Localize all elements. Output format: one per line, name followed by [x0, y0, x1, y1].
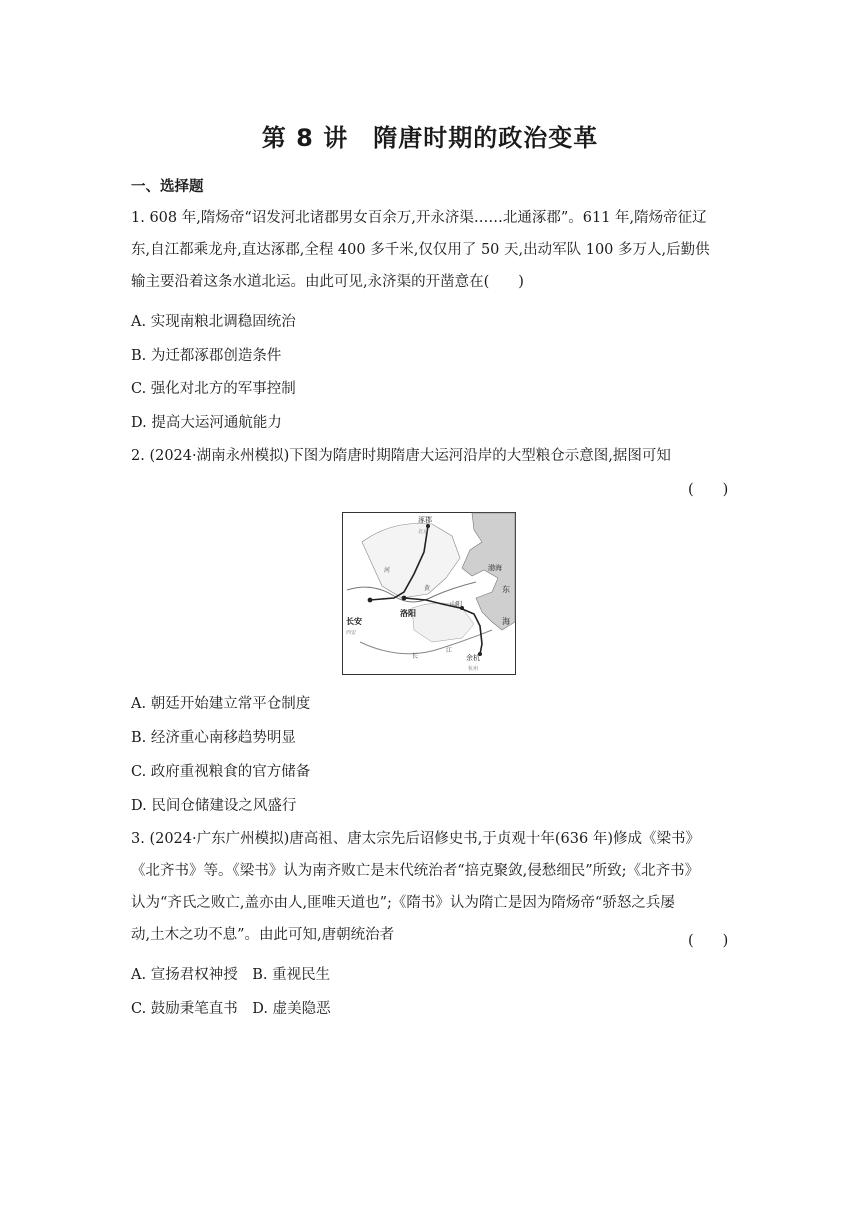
question-2-stem: 2. (2024·湖南永州模拟)下图为隋唐时期隋唐大运河沿岸的大型粮仓示意图,据图可知: [131, 448, 671, 464]
map-label-dong: 东: [502, 585, 510, 594]
map-label-jiang: 江: [446, 647, 453, 654]
question-2-option-b: B. 经济重心南移趋势明显: [131, 730, 296, 746]
question-1: [131, 202, 731, 298]
question-2-answer-blank: ( ): [688, 482, 729, 498]
map-label-chang: 长: [412, 653, 419, 660]
map-label-he: 河: [384, 567, 391, 574]
map-label-hangzhou: 杭州: [468, 666, 479, 672]
question-1-line: 东,自江都乘龙舟,直达涿郡,全程 400 多千米,仅仅用了 50 天,出动军队 100 多万人,后勤供: [131, 242, 710, 258]
map-label-yuhang: 余杭: [466, 654, 480, 662]
map-label-xian: 西安: [346, 630, 357, 636]
question-3-line: 3. (2024·广东广州模拟)唐高祖、唐太宗先后诏修史书,于贞观十年(636 年)修成《梁书》: [131, 831, 700, 847]
map-label-hai: 海: [502, 617, 510, 626]
section-heading: 一、选择题: [131, 179, 204, 195]
map-label-huang: 黄: [424, 585, 431, 592]
question-1-option-d: D. 提高大运河通航能力: [131, 415, 282, 431]
question-3-line: 认为“齐氏之败亡,盖亦由人,匪唯天道也”;《隋书》认为隋亡是因为隋炀帝“骄怒之兵屡: [131, 895, 675, 911]
question-2-option-a: A. 朝廷开始建立常平仓制度: [131, 696, 311, 712]
question-3-options-row-1: A. 宣扬君权神授 B. 重视民生: [131, 967, 331, 983]
question-1-option-a: A. 实现南粮北调稳固统治: [131, 314, 296, 330]
map-label-shanyang: 山阳: [450, 601, 463, 608]
map-label-changan: 长安: [346, 616, 362, 626]
question-1-option-c: C. 强化对北方的军事控制: [131, 381, 296, 397]
page-title: 第 8 讲 隋唐时期的政治变革: [261, 124, 599, 152]
question-3-answer-blank: ( ): [688, 933, 729, 949]
question-3: [131, 823, 731, 951]
question-1-line: 输主要沿着这条水道北运。由此可见,永济渠的开凿意在( ): [131, 274, 524, 290]
question-1-option-b: B. 为迁都涿郡创造条件: [131, 348, 282, 364]
luoyang-marker: [402, 596, 407, 601]
question-3-options-row-2: C. 鼓励秉笔直书 D. 虚美隐恶: [131, 1001, 331, 1017]
changan-marker: [368, 598, 373, 603]
question-2-option-c: C. 政府重视粮食的官方储备: [131, 764, 311, 780]
question-2-option-d: D. 民间仓储建设之风盛行: [131, 798, 297, 814]
map-label-bohai: 渤海: [488, 564, 502, 572]
map-label-zhuojun: 涿郡: [418, 516, 432, 524]
question-1-line: 1. 608 年,隋炀帝“诏发河北诸郡男女百余万,开永济渠……北通涿郡”。611 年,隋炀帝征辽: [131, 210, 707, 226]
grand-canal-granary-map: [342, 512, 516, 675]
zhuojun-marker: [426, 524, 430, 528]
map-label-luoyang: 洛阳: [400, 608, 416, 618]
question-3-line: 动,土木之功不息”。由此可知,唐朝统治者: [131, 927, 395, 943]
map-label-beijing: 北京: [418, 529, 429, 535]
question-3-line: 《北齐书》等。《梁书》认为南齐败亡是末代统治者“掊克聚敛,侵愁细民”所致;《北齐书》: [131, 863, 700, 879]
